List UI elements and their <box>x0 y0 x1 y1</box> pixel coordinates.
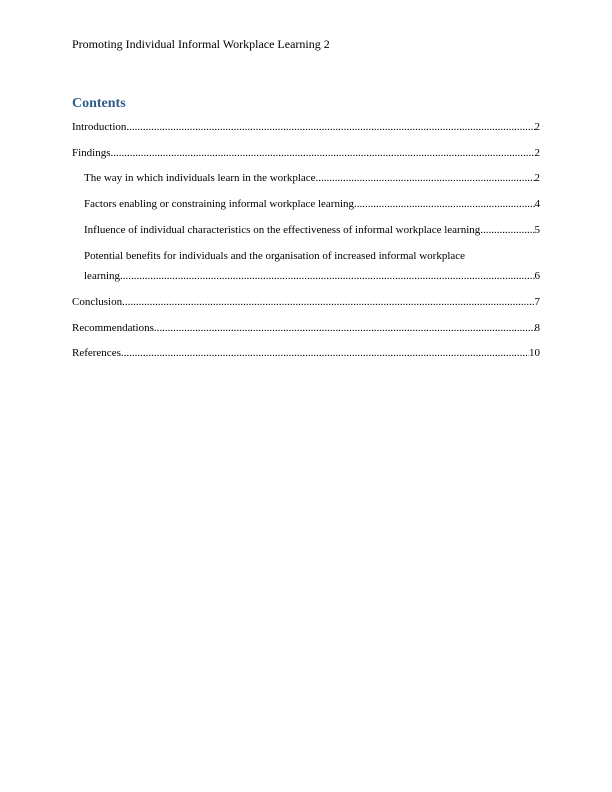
toc-page-number: 7 <box>534 296 540 308</box>
toc-page-number: 5 <box>534 224 540 236</box>
toc-entry-references[interactable] <box>72 347 540 360</box>
toc-page-number: 10 <box>529 347 540 359</box>
toc-dot-leader <box>121 347 529 360</box>
toc-dot-leader <box>126 121 534 134</box>
toc-heading: Contents <box>72 96 126 111</box>
toc-page-number: 2 <box>534 121 540 133</box>
toc-entry-label: Findings <box>72 147 111 159</box>
toc-entry-recommendations[interactable] <box>72 322 540 335</box>
toc-entry-individual-characteristics[interactable] <box>84 224 540 237</box>
toc-entry-label: The way in which individuals learn in the workplace <box>84 172 316 184</box>
toc-entry-label: Introduction <box>72 121 127 133</box>
running-header: Promoting Individual Informal Workplace Learning 2 <box>72 37 330 51</box>
toc-dot-leader <box>316 172 535 185</box>
toc-entry-potential-benefits-line1[interactable]: Potential benefits for individuals and the organisation of increased informal workplace <box>84 250 466 262</box>
toc-entry-individuals-learn[interactable] <box>84 172 540 185</box>
toc-page-number: 4 <box>534 198 540 210</box>
toc-page-number: 8 <box>534 322 540 334</box>
toc-page-number: 6 <box>534 270 540 282</box>
toc-entry-label: learning <box>84 270 121 282</box>
toc-entry-conclusion[interactable] <box>72 296 540 309</box>
toc-dot-leader <box>111 147 535 160</box>
toc-entry-findings[interactable] <box>72 147 540 160</box>
toc-entry-introduction[interactable] <box>72 121 540 134</box>
toc-entry-label: Recommendations <box>72 322 154 334</box>
toc-dot-leader <box>154 322 535 335</box>
toc-entry-potential-benefits[interactable] <box>84 270 540 283</box>
toc-entry-label: Influence of individual characteristics on the effectiveness of informal workplace learning <box>84 224 481 236</box>
toc-dot-leader <box>354 198 534 211</box>
toc-dot-leader <box>480 224 534 237</box>
toc-entry-label: Conclusion <box>72 296 123 308</box>
toc-dot-leader <box>120 270 534 283</box>
toc-page-number: 2 <box>534 147 540 159</box>
toc-entry-label: Factors enabling or constraining informal workplace learning <box>84 198 355 210</box>
toc-entry-factors[interactable] <box>84 198 540 211</box>
toc-dot-leader <box>122 296 534 309</box>
toc-page-number: 2 <box>534 172 540 184</box>
toc-entry-label: References <box>72 347 121 359</box>
